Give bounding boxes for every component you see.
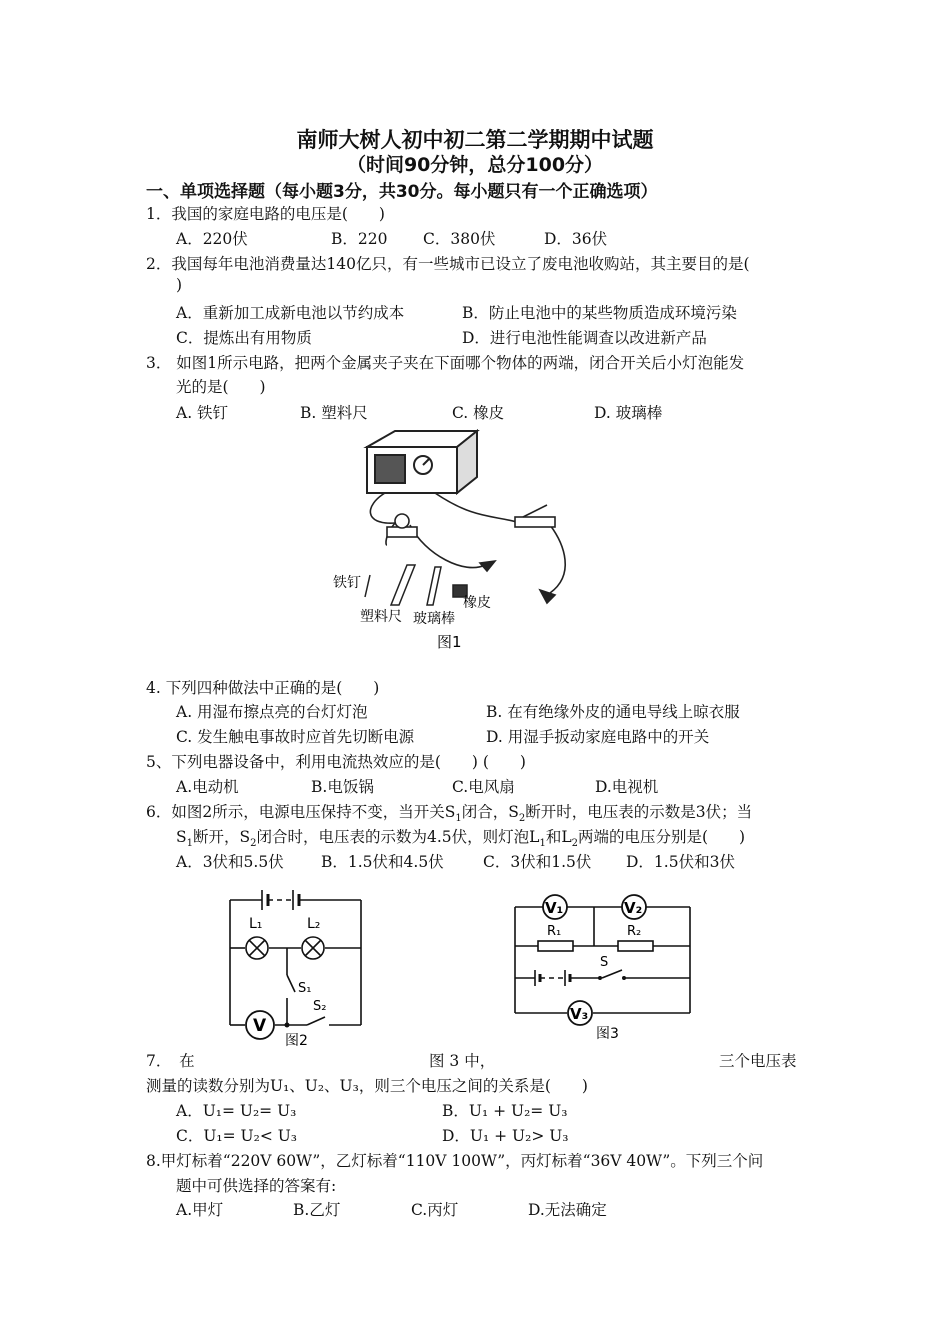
q4-stem: 4. 下列四种做法中正确的是( ) <box>146 679 380 697</box>
q5-option-a: A.电动机 <box>176 778 239 796</box>
q6-option-b: B．1.5伏和4.5伏 <box>321 853 444 871</box>
fig2-label-l1: L₁ <box>249 916 263 932</box>
clips <box>480 561 555 603</box>
fig3-label-v2: V₂ <box>624 899 643 917</box>
q5-stem: 5、下列电器设备中，利用电流热效应的是( ) ( ) <box>146 753 526 771</box>
q6-stem: 6．如图2所示，电源电压保持不变，当开关$S_1$闭合，$S_2$断开时，电压表的示数是3伏；当 <box>146 803 753 825</box>
q4-option-a: A. 用湿布擦点亮的台灯灯泡 <box>176 703 368 721</box>
q1-option-b: B．220 <box>331 230 388 248</box>
fig2-caption: 图2 <box>285 1033 308 1049</box>
q3-option-d: D. 玻璃棒 <box>594 404 663 422</box>
bulb-holder <box>387 514 417 537</box>
section-heading: 一、单项选择题（每小题3分，共30分。每小题只有一个正确选项） <box>146 182 658 202</box>
q2-option-c: C．提炼出有用物质 <box>176 329 312 347</box>
q5-option-c: C.电风扇 <box>452 778 515 796</box>
fig3-label-v3: V₃ <box>570 1005 589 1023</box>
q3-option-a: A. 铁钉 <box>176 404 229 422</box>
fig2-label-s1: S₁ <box>298 981 312 996</box>
lamp-l1 <box>246 937 268 959</box>
fig1-label-eraser: 橡皮 <box>463 595 491 611</box>
q7-part2: 图 3 中， <box>429 1052 496 1070</box>
figure-2-circuit <box>225 880 375 1050</box>
q2-stem-cont: ) <box>176 276 183 294</box>
q3-option-b: B. 塑料尺 <box>300 404 368 422</box>
page-subtitle: （时间90分钟，总分100分） <box>346 154 604 176</box>
q3-stem-cont: 光的是( ) <box>176 378 266 396</box>
q7-option-d: D．U₁ + U₂> U₃ <box>442 1127 569 1145</box>
fig3-caption: 图3 <box>596 1026 619 1042</box>
fig1-label-nail: 铁钉 <box>333 575 361 591</box>
fig1-label-glass-rod: 玻璃棒 <box>413 611 455 627</box>
page-title: 南师大树人初中初二第二学期期中试题 <box>296 128 654 152</box>
q7-stem-cont: 测量的读数分别为U₁、U₂、U₃，则三个电压之间的关系是( ) <box>146 1077 588 1095</box>
power-supply-box <box>367 431 477 493</box>
test-objects <box>365 565 467 605</box>
q3-option-c: C. 橡皮 <box>452 404 505 422</box>
q7-option-c: C．U₁= U₂< U₃ <box>176 1127 298 1145</box>
fig3-label-v1: V₁ <box>545 899 564 917</box>
figure-3-circuit <box>510 893 695 1043</box>
q8-option-b: B.乙灯 <box>293 1201 341 1219</box>
q2-stem: 2．我国每年电池消费量达140亿只，有一些城市已设立了废电池收购站，其主要目的是( <box>146 255 750 273</box>
q7-option-a: A．U₁= U₂= U₃ <box>176 1102 297 1120</box>
figure-1-circuit <box>325 425 615 655</box>
q7-option-b: B．U₁ + U₂= U₃ <box>442 1102 568 1120</box>
q3-stem: 3． 如图1所示电路，把两个金属夹子夹在下面哪个物体的两端，闭合开关后小灯泡能发 <box>146 354 745 372</box>
q7-part1: 7． 在 <box>146 1052 195 1070</box>
q2-option-b: B．防止电池中的某些物质造成环境污染 <box>462 304 737 322</box>
q1-option-c: C．380伏 <box>423 230 496 248</box>
q5-option-b: B.电饭锅 <box>311 778 374 796</box>
lamp-l2 <box>302 937 324 959</box>
fig3-label-r2: R₂ <box>627 924 642 939</box>
fig3-label-s: S <box>600 955 609 970</box>
q8-option-a: A.甲灯 <box>176 1201 224 1219</box>
fig2-label-s2: S₂ <box>313 999 327 1014</box>
q7-part3: 三个电压表 <box>719 1052 797 1070</box>
wires <box>370 493 565 593</box>
fig1-caption: 图1 <box>437 633 462 651</box>
q4-option-c: C. 发生触电事故时应首先切断电源 <box>176 728 415 746</box>
q6-option-c: C．3伏和1.5伏 <box>483 853 592 871</box>
q1-option-a: A．220伏 <box>176 230 248 248</box>
fig3-label-r1: R₁ <box>547 924 562 939</box>
resistor-r1 <box>538 941 573 951</box>
q4-option-d: D. 用湿手扳动家庭电路中的开关 <box>486 728 710 746</box>
q1-option-d: D．36伏 <box>544 230 608 248</box>
q2-option-a: A．重新加工成新电池以节约成本 <box>176 304 405 322</box>
q5-option-d: D.电视机 <box>595 778 659 796</box>
q8-stem: 8.甲灯标着“220V 60W”，乙灯标着“110V 100W”，丙灯标着“36V 40W”。下列三个问 <box>146 1152 764 1170</box>
resistor-r2 <box>618 941 653 951</box>
q6-option-a: A．3伏和5.5伏 <box>176 853 284 871</box>
q2-option-d: D．进行电池性能调查以改进新产品 <box>462 329 707 347</box>
fig1-label-ruler: 塑料尺 <box>360 609 402 625</box>
q4-option-b: B. 在有绝缘外皮的通电导线上晾衣服 <box>486 703 740 721</box>
q6-stem-cont: $S_1$断开，$S_2$闭合时，电压表的示数为4.5伏，则灯泡$L_1$和$L_2$两端的电压分别是( ) <box>176 828 746 850</box>
q8-stem-cont: 题中可供选择的答案有: <box>176 1177 337 1195</box>
q8-option-c: C.丙灯 <box>411 1201 459 1219</box>
fig2-label-v: V <box>253 1016 267 1036</box>
q6-option-d: D．1.5伏和3伏 <box>626 853 735 871</box>
fig2-label-l2: L₂ <box>307 916 321 932</box>
switch <box>515 505 555 527</box>
q1-stem: 1．我国的家庭电路的电压是( ) <box>146 205 385 223</box>
q8-option-d: D.无法确定 <box>528 1201 607 1219</box>
